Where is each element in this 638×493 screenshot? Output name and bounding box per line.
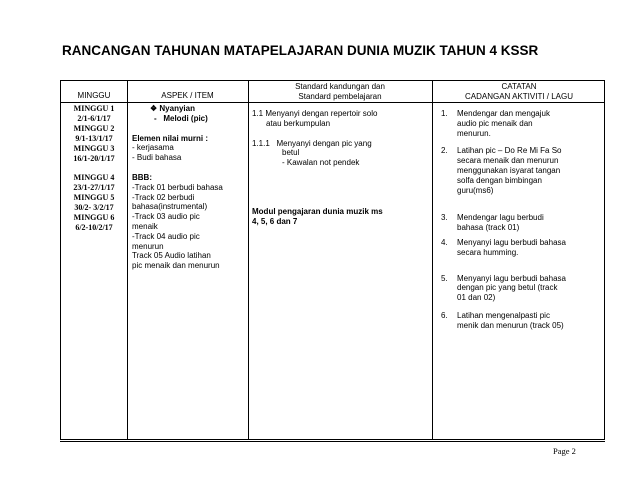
catatan-item-4: 4. Menyanyi lagu berbudi bahasa secara humming. bbox=[441, 237, 566, 257]
week-line: MINGGU 6 bbox=[73, 212, 115, 222]
track-line: -Track 04 audio pic bbox=[132, 231, 200, 241]
week-line: MINGGU 2 bbox=[73, 123, 115, 133]
week-column bbox=[61, 104, 127, 233]
standard-2-cont: betul bbox=[282, 148, 300, 158]
week-line: 6/2-10/2/17 bbox=[75, 222, 113, 232]
page-number: Page 2 bbox=[553, 446, 576, 456]
week-line: 16/1-20/1/17 bbox=[73, 153, 115, 163]
track-line: pic menaik dan menurun bbox=[132, 261, 220, 271]
footer-divider bbox=[60, 441, 605, 442]
modul-reference: Modul pengajaran dunia muzik ms 4, 5, 6 dan 7 bbox=[252, 206, 383, 226]
track-line: -Track 03 audio pic bbox=[132, 212, 200, 222]
diamond-bullet-icon: ❖ bbox=[150, 104, 158, 113]
week-line bbox=[61, 163, 127, 173]
header-catatan-line2: CADANGAN AKTIVITI / LAGU bbox=[464, 91, 574, 101]
column-divider bbox=[248, 81, 249, 439]
aspek-item-2: - Melodi (pic) bbox=[154, 113, 208, 123]
header-aspek: ASPEK / ITEM bbox=[161, 91, 214, 100]
track-line: -Track 01 berbudi bahasa bbox=[132, 182, 223, 192]
header-minggu: MINGGU bbox=[77, 91, 111, 100]
nilai-heading: Elemen nilai murni : bbox=[132, 133, 209, 143]
column-divider bbox=[432, 81, 433, 439]
header-catatan-line1: CATATAN bbox=[501, 82, 537, 91]
column-divider bbox=[127, 81, 128, 439]
aspek-item-1: ❖ Nyanyian bbox=[150, 104, 195, 113]
week-line: 2/1-6/1/17 bbox=[77, 113, 111, 123]
standard-column bbox=[252, 104, 430, 227]
nilai-item: - Budi bahasa bbox=[132, 153, 182, 163]
catatan-item-5: 5. Menyanyi lagu berbudi bahasa dengan pic yang betul (track 01 dan 02) bbox=[441, 273, 566, 303]
page-title: RANCANGAN TAHUNAN MATAPELAJARAN DUNIA MUZIK TAHUN 4 KSSR bbox=[62, 43, 539, 58]
standard-1: 1.1 Menyanyi dengan repertoir solo bbox=[252, 109, 378, 118]
track-line: Track 05 Audio latihan bbox=[132, 251, 211, 261]
nilai-item: - kerjasama bbox=[132, 143, 174, 153]
track-line: menurun bbox=[132, 241, 164, 251]
catatan-column bbox=[441, 104, 604, 331]
catatan-item-3: 3. Mendengar lagu berbudi bahasa (track 01) bbox=[441, 213, 544, 233]
week-line: MINGGU 3 bbox=[73, 143, 115, 153]
track-line: -Track 02 berbudi bbox=[132, 192, 195, 202]
header-standard-line2: Standard pembelajaran bbox=[298, 91, 382, 101]
week-line: MINGGU 4 bbox=[73, 173, 115, 183]
track-line: bahasa(instrumental) bbox=[132, 202, 208, 212]
dash-bullet-icon: - bbox=[154, 113, 164, 123]
week-line: 23/1-27/1/17 bbox=[73, 183, 115, 193]
annual-plan-table bbox=[60, 80, 605, 440]
week-line: 9/1-13/1/17 bbox=[75, 133, 113, 143]
bbb-heading: BBB: bbox=[132, 172, 152, 182]
catatan-item-2: 2. Latihan pic – Do Re Mi Fa So secara menaik dan menurun menggunakan isyarat tangan solfa dengan bimbingan guru(ms6) bbox=[441, 146, 562, 195]
week-line: 30/2- 3/2/17 bbox=[74, 203, 114, 213]
standard-1-cont: atau berkumpulan bbox=[266, 118, 331, 128]
header-standard bbox=[248, 82, 432, 101]
aspek-column bbox=[132, 104, 247, 271]
catatan-item-1: 1. Mendengar dan mengajuk audio pic menaik dan menurun. bbox=[441, 109, 550, 138]
track-line: menaik bbox=[132, 221, 158, 231]
standard-2: 1.1.1 Menyanyi dengan pic yang bbox=[252, 138, 372, 148]
week-line: MINGGU 1 bbox=[73, 104, 115, 113]
catatan-item-6: 6. Latihan mengenalpasti pic menik dan menurun (track 05) bbox=[441, 310, 564, 330]
header-standard-line1: Standard kandungan dan bbox=[295, 82, 385, 91]
week-line: MINGGU 5 bbox=[73, 193, 115, 203]
standard-2-sub: - Kawalan not pendek bbox=[282, 158, 360, 168]
header-catatan bbox=[432, 82, 606, 101]
